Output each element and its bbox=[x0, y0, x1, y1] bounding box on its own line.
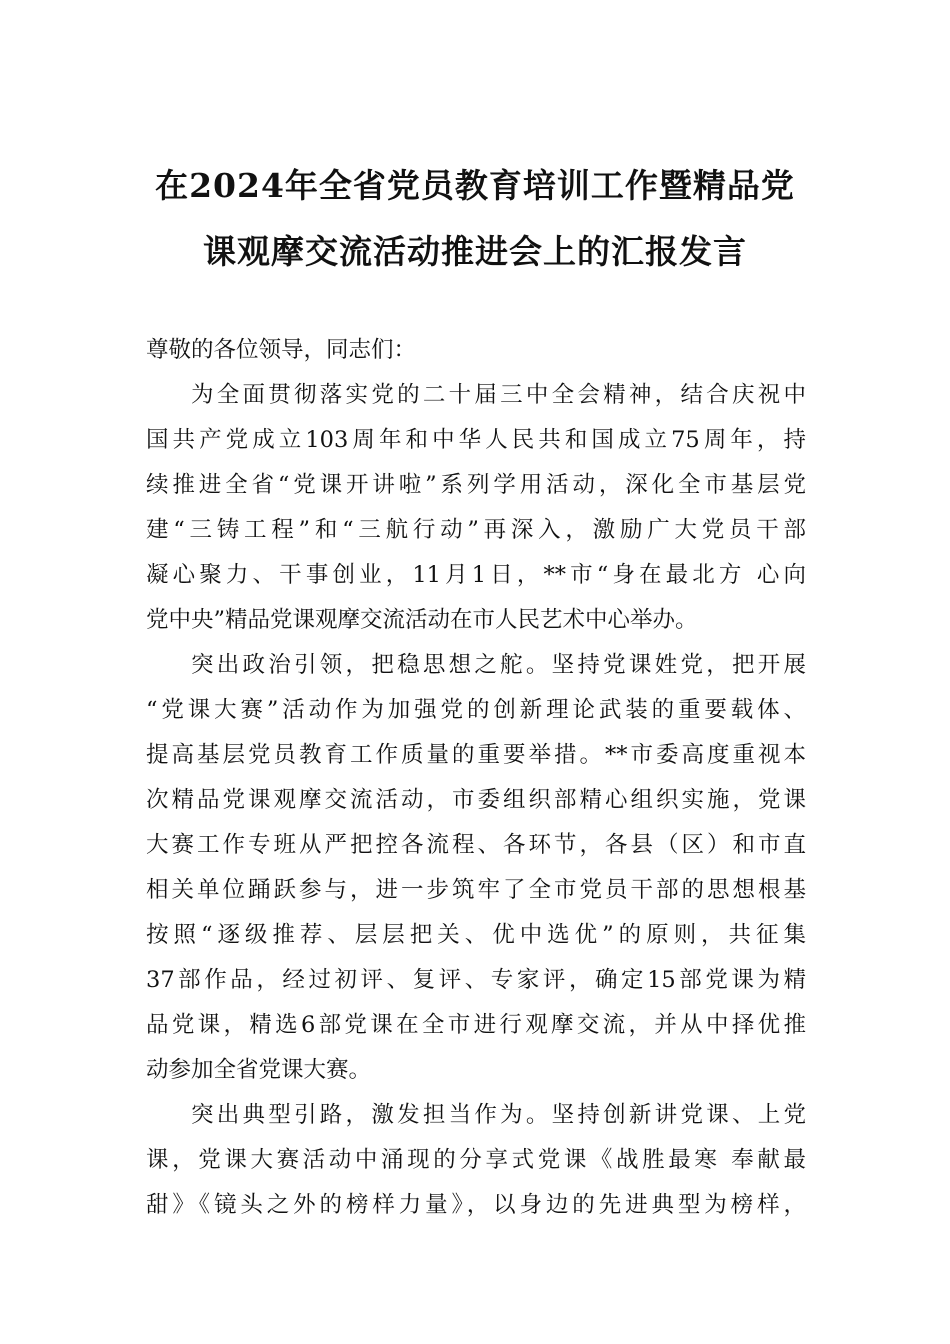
paragraph-3-line: 甜》《镜头之外的榜样力量》，以身边的先进典型为榜样， bbox=[146, 1192, 806, 1218]
paragraph-1-line: 建“三铸工程”和“三航行动”再深入，激励广大党员干部 bbox=[146, 517, 806, 543]
salutation: 尊敬的各位领导，同志们： bbox=[146, 337, 417, 363]
paragraph-2-line: 动参加全省党课大赛。 bbox=[146, 1057, 372, 1083]
document-title-line-1: 在2024年全省党员教育培训工作暨精品党 bbox=[155, 166, 795, 205]
paragraph-2-line: 突出政治引领，把稳思想之舵。坚持党课姓党，把开展 bbox=[191, 652, 806, 678]
paragraph-2-line: 大赛工作专班从严把控各流程、各环节，各县（区）和市直 bbox=[146, 832, 806, 858]
paragraph-3-line: 课，党课大赛活动中涌现的分享式党课《战胜最寒 奉献最 bbox=[146, 1147, 806, 1173]
paragraph-2-line: 次精品党课观摩交流活动，市委组织部精心组织实施，党课 bbox=[146, 787, 806, 813]
paragraph-2-line: 品党课，精选6部党课在全市进行观摩交流，并从中择优推 bbox=[146, 1012, 806, 1038]
paragraph-2-line: 37部作品，经过初评、复评、专家评，确定15部党课为精 bbox=[146, 967, 806, 993]
document-title-line-2: 课观摩交流活动推进会上的汇报发言 bbox=[203, 232, 747, 271]
paragraph-1-line: 凝心聚力、干事创业，11月1日，**市“身在最北方 心向 bbox=[146, 562, 806, 588]
paragraph-1-line: 党中央”精品党课观摩交流活动在市人民艺术中心举办。 bbox=[146, 607, 698, 633]
document-body bbox=[146, 328, 806, 1228]
paragraph-2-line: 相关单位踊跃参与，进一步筑牢了全市党员干部的思想根基 bbox=[146, 877, 806, 903]
paragraph-2-line: “党课大赛”活动作为加强党的创新理论武装的重要载体、 bbox=[146, 697, 806, 723]
paragraph-2-line: 按照“逐级推荐、层层把关、优中选优”的原则，共征集 bbox=[146, 922, 806, 948]
paragraph-2-line: 提高基层党员教育工作质量的重要举措。**市委高度重视本 bbox=[146, 742, 806, 768]
paragraph-1-line: 续推进全省“党课开讲啦”系列学用活动，深化全市基层党 bbox=[146, 472, 806, 498]
paragraph-1-line: 为全面贯彻落实党的二十届三中全会精神，结合庆祝中 bbox=[191, 382, 806, 408]
paragraph-1-line: 国共产党成立103周年和中华人民共和国成立75周年，持 bbox=[146, 427, 806, 453]
paragraph-3-line: 突出典型引路，激发担当作为。坚持创新讲党课、上党 bbox=[191, 1102, 806, 1128]
